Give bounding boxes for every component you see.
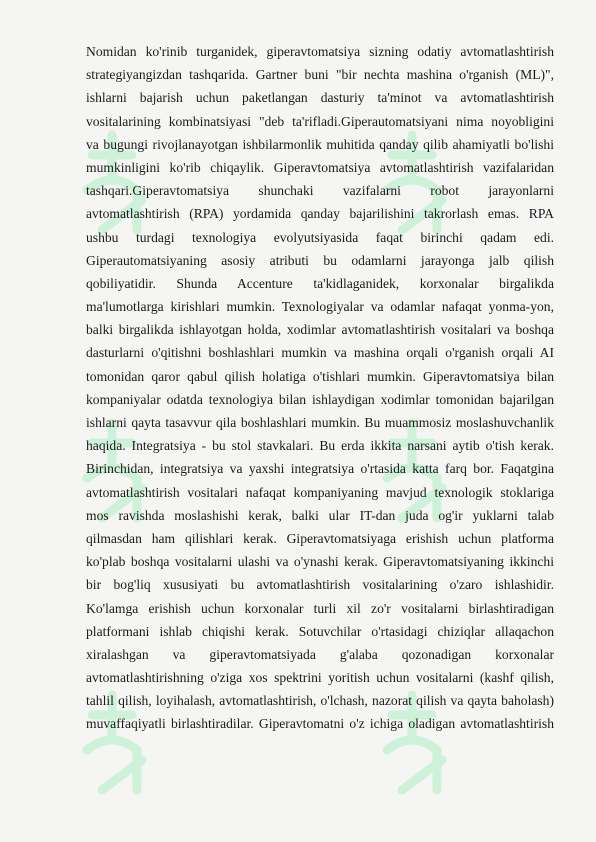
text-line: kompaniyalar odatda texnologiya bilan ishlaydigan xodimlar tomonidan bajarilgan: [86, 391, 554, 407]
text-line: tashqari.Giperavtomatsiya shunchaki vazifalarni robot jarayonlarni: [86, 183, 554, 199]
text-line: ko'plab boshqa vositalarni ulashi va o'ynashi kerak. Giperavtomatsiyaning ikkinchi: [86, 554, 554, 570]
text-line: ushbu turdagi texnologiya evolyutsiyasida faqat birinchi qadam edi.: [86, 229, 554, 245]
text-line: tahlil qilish, loyihalash, avtomatlashtirish, o'lchash, nazorat qilish va qayta baholash): [86, 693, 554, 709]
text-line: platformani ishlab chiqishi kerak. Sotuvchilar o'rtasidagi chiziqlar allaqachon: [86, 623, 554, 639]
text-line: bir bog'liq xususiyati bu avtomatlashtirish vositalarining o'zaro ishlashidir.: [86, 577, 554, 593]
text-line: strategiyangizdan tashqarida. Gartner buni "bir nechta mashina o'rganish (ML)",: [86, 67, 554, 83]
text-line: tomonidan qaror qabul qilish holatiga o'tishlari mumkin. Giperavtomatsiya bilan: [86, 368, 554, 384]
body-paragraph: [86, 40, 554, 736]
text-line: avtomatlashtirishning o'ziga xos spektrini yoritish uchun vositalarni (kashf qilish,: [86, 670, 554, 686]
text-line: Birinchidan, integratsiya va yaxshi integratsiya o'rtasida katta farq bor. Faqatgina: [86, 461, 554, 477]
text-line: qobiliyatidir. Shunda Accenture ta'kidlaganidek, korxonalar birgalikda: [86, 275, 554, 291]
text-line: Ko'lamga erishish uchun korxonalar turli xil zo'r vositalarni birlashtiradigan: [86, 600, 554, 616]
text-line: mumkinligini ko'rib chiqaylik. Giperavtomatsiya avtomatlashtirish vazifalaridan: [86, 159, 554, 175]
text-line: balki birgalikda ishlayotgan holda, xodimlar avtomatlashtirish vositalari va boshqa: [86, 322, 554, 338]
text-line: dasturlarni o'qitishni boshlashlari mumkin va mashina orqali o'rganish orqali AI: [86, 345, 554, 361]
text-line: Nomidan ko'rinib turganidek, giperavtomatsiya sizning odatiy avtomatlashtirish: [86, 44, 554, 59]
text-line: haqida. Integratsiya - bu stol stavkalari. Bu erda ikkita narsani aytib o'tish kerak.: [86, 438, 554, 454]
text-line: muvaffaqiyatli birlashtiradilar. Giperavtomatni o'z ichiga oladigan avtomatlashtirish: [86, 716, 554, 732]
text-line: va bugungi rivojlanayotgan ishbilarmonlik muhitida qanday qilib ahamiyatli bo'lishi: [86, 136, 554, 152]
text-line: vositalarining kombinatsiyasi "deb ta'rifladi.Giperautomatsiyani nima noyobligini: [86, 113, 554, 129]
text-line: avtomatlashtirish (RPA) yordamida qanday bajarilishini takrorlash emas. RPA: [86, 206, 554, 222]
text-line: xiralashgan va giperavtomatsiyada g'alaba qozonadigan korxonalar: [86, 646, 554, 662]
text-line: ishlarni qayta tasavvur qila boshlashlari mumkin. Bu muammosiz moslashuvchanlik: [86, 415, 554, 430]
text-line: avtomatlashtirish vositalari nafaqat kompaniyaning mavjud texnologik stoklariga: [86, 484, 554, 500]
text-line: qilmasdan ham qilishlari kerak. Giperavtomatsiyaga erishish uchun platforma: [86, 530, 554, 546]
text-line: Giperautomatsiyaning asosiy atributi bu odamlarni jarayonga jalb qilish: [86, 252, 554, 268]
text-line: ishlarni bajarish uchun paketlangan dasturiy ta'minot va avtomatlashtirish: [86, 90, 554, 106]
text-line: mos ravishda moslashishi kerak, balki ular IT-dan juda og'ir yuklarni talab: [86, 507, 554, 523]
text-line: ma'lumotlarga kirishlari mumkin. Texnologiyalar va odamlar nafaqat yonma-yon,: [86, 299, 554, 315]
